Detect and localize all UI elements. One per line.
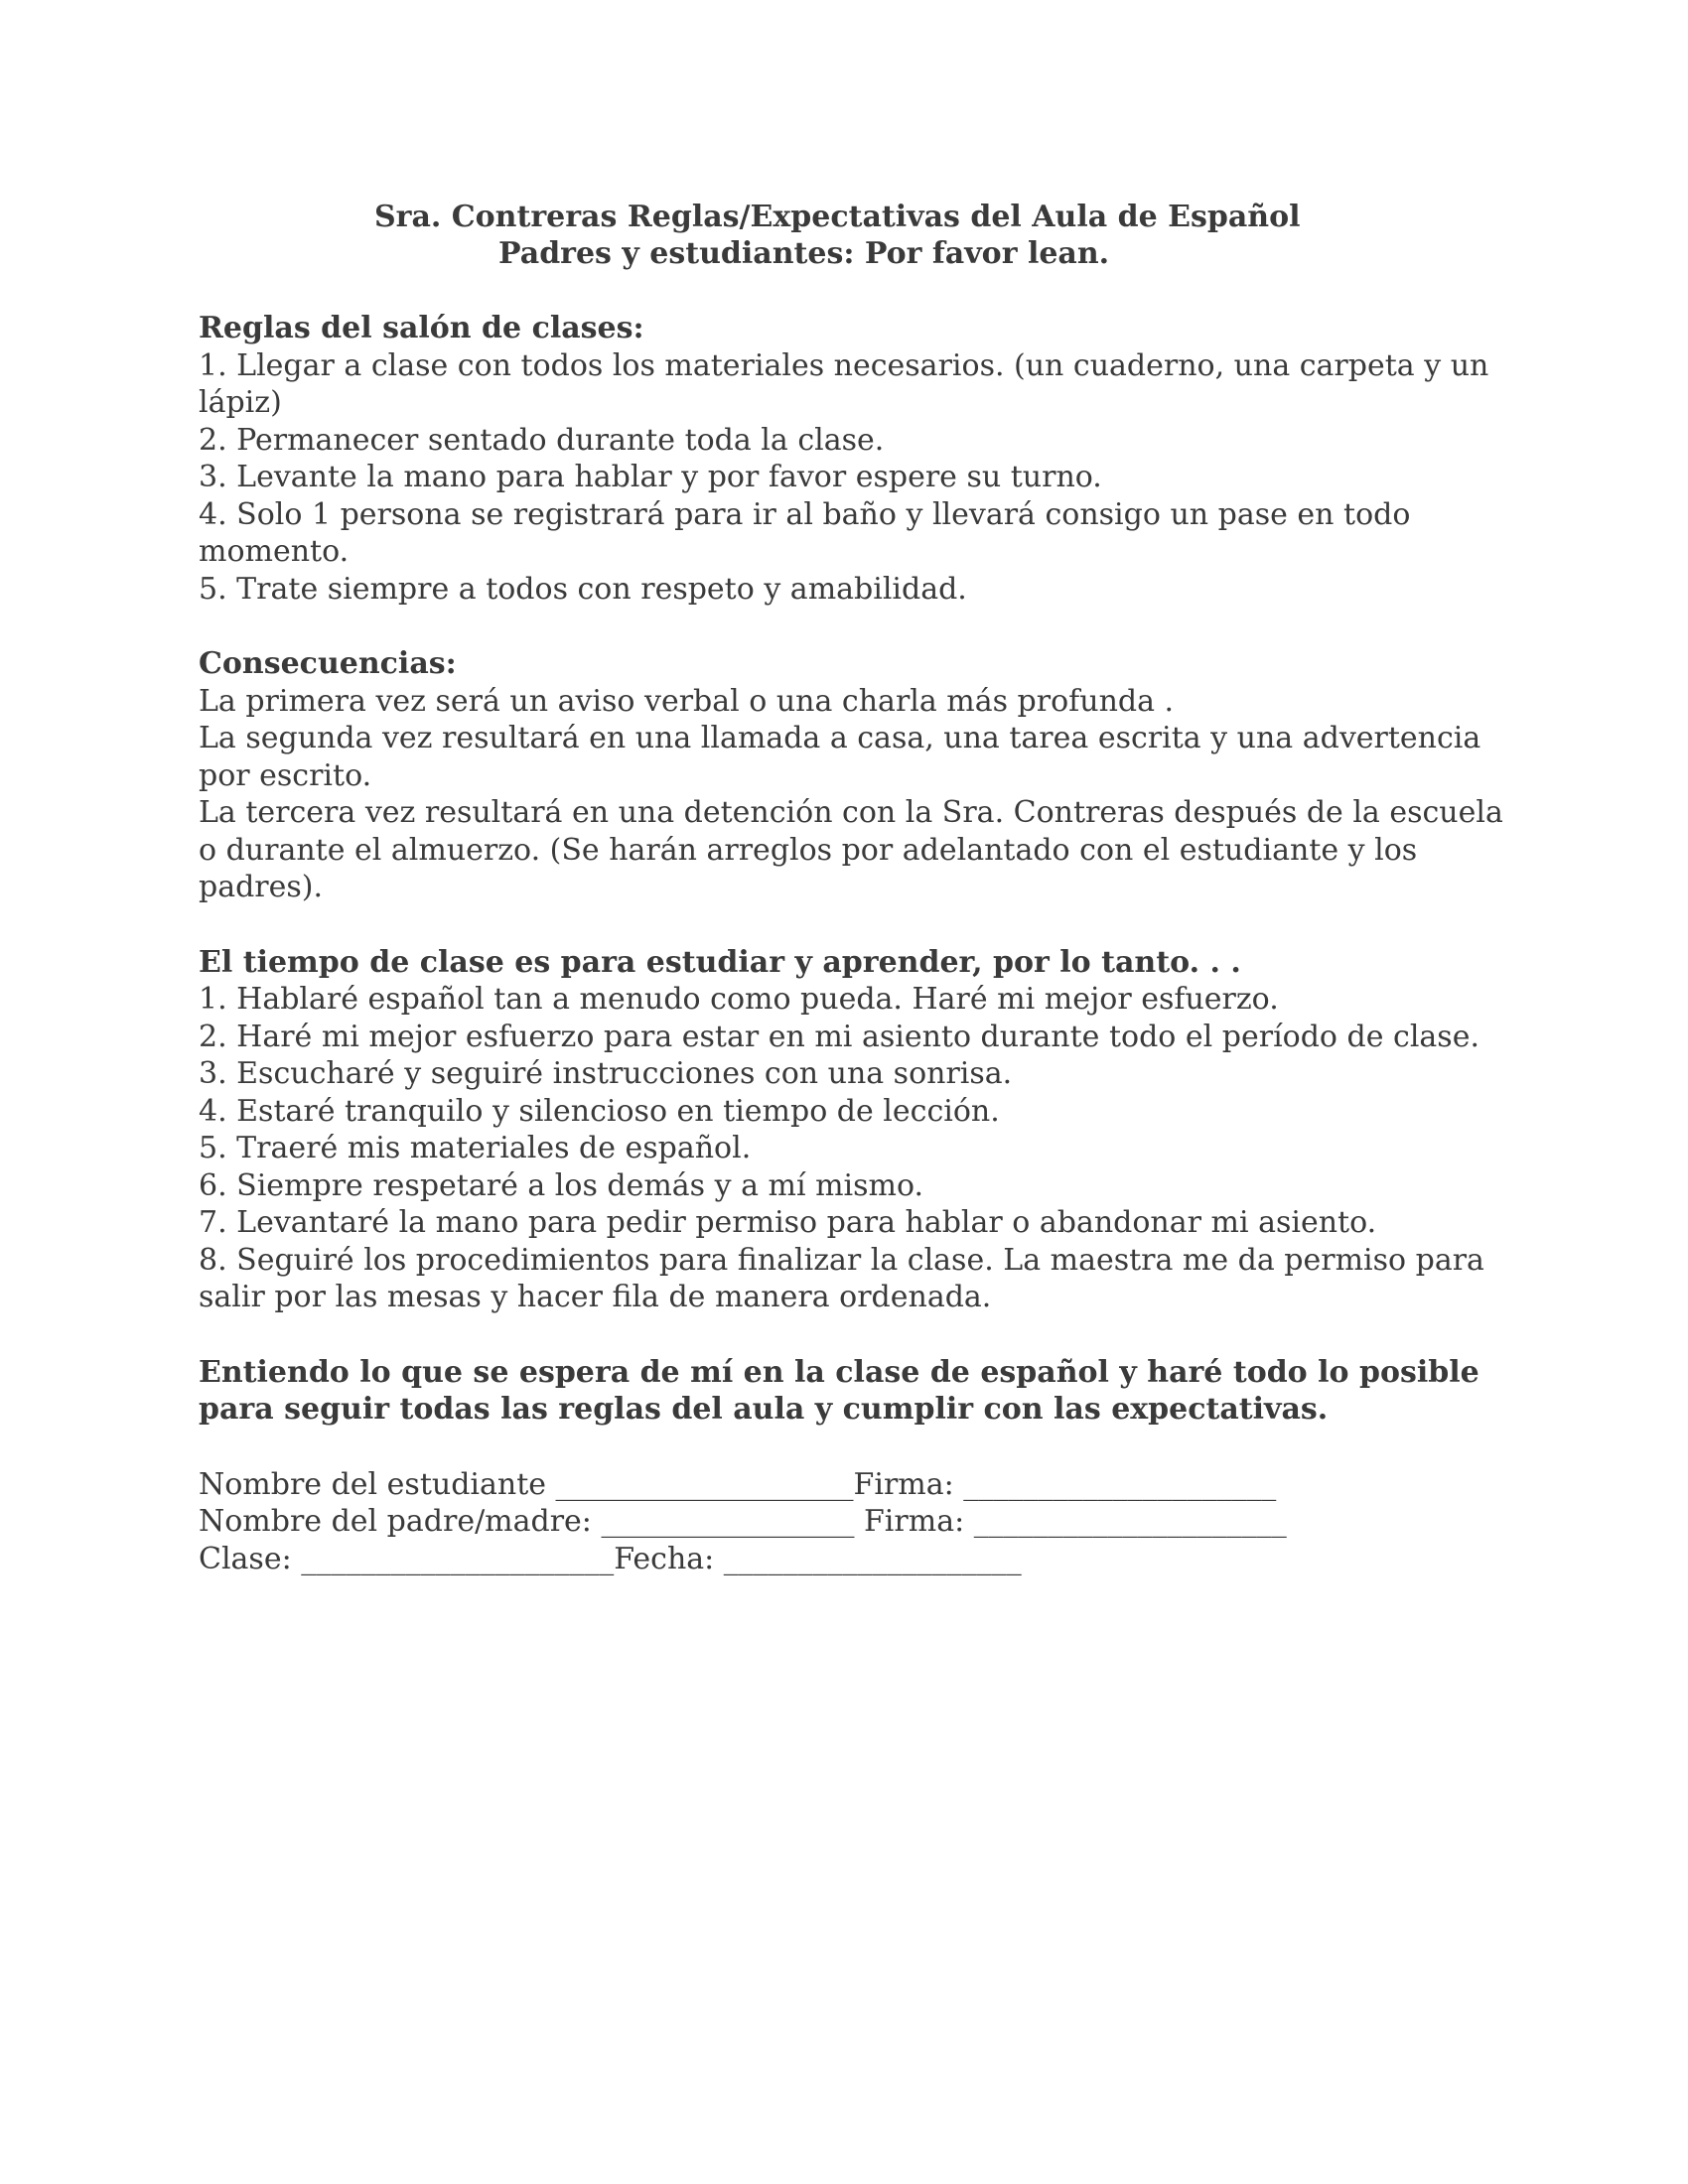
classtime-section	[199, 944, 1519, 1316]
rules-heading: Reglas del salón de clases:	[199, 311, 644, 345]
consequences-section	[199, 645, 1519, 906]
classtime-item: 4. Estaré tranquilo y silencioso en tiempo de lección.	[199, 1093, 1000, 1129]
classtime-item: 3. Escucharé y seguiré instrucciones con una sonrisa.	[199, 1056, 1013, 1091]
classtime-item: 2. Haré mi mejor esfuerzo para estar en mi asiento durante todo el período de clase.	[199, 1019, 1479, 1054]
document-content	[199, 199, 1519, 1577]
parent-signature-row: Nombre del padre/madre: _________________ Firma: _____________________	[199, 1504, 1287, 1539]
consequence-item: La primera vez será un aviso verbal o una charla más profunda .	[199, 683, 1175, 719]
class-date-row: Clase: _____________________Fecha: ____________________	[199, 1541, 1022, 1576]
rule-item: 1. Llegar a clase con todos los materiales necesarios. (un cuaderno, una carpeta y un lápiz)	[199, 347, 1489, 420]
signature-block	[199, 1466, 1519, 1578]
classtime-item: 5. Traeré mis materiales de español.	[199, 1131, 752, 1165]
agreement-statement: Entiendo lo que se espera de mí en la clase de español y haré todo lo posible para seguir todas las reglas del aula y cumplir con las expectativas.	[199, 1354, 1479, 1427]
classtime-item: 7. Levantaré la mano para pedir permiso para hablar o abandonar mi asiento.	[199, 1205, 1377, 1240]
rules-section	[199, 310, 1519, 608]
document-title: Sra. Contreras Reglas/Expectativas del Aula de Español	[374, 200, 1301, 234]
consequence-item: La tercera vez resultará en una detención con la Sra. Contreras después de la escuela o durante el almuerzo. (Se harán arreglos por adelantado con el estudiante y los padres).	[199, 795, 1503, 904]
consequences-heading: Consecuencias:	[199, 646, 457, 681]
student-signature-row: Nombre del estudiante ____________________Firma: _____________________	[199, 1466, 1277, 1502]
classtime-item: 1. Hablaré español tan a menudo como pueda. Haré mi mejor esfuerzo.	[199, 982, 1279, 1017]
rule-item: 4. Solo 1 persona se registrará para ir al baño y llevará consigo un pase en todo momento.	[199, 496, 1411, 569]
rule-item: 2. Permanecer sentado durante toda la clase.	[199, 422, 885, 458]
rule-item: 5. Trate siempre a todos con respeto y amabilidad.	[199, 571, 967, 607]
rule-item: 3. Levante la mano para hablar y por favor espere su turno.	[199, 460, 1102, 494]
classtime-item: 8. Seguiré los procedimientos para finalizar la clase. La maestra me da permiso para salir por las mesas y hacer fila de manera ordenada.	[199, 1242, 1484, 1314]
classtime-heading: El tiempo de clase es para estudiar y aprender, por lo tanto. . .	[199, 944, 1241, 980]
consequence-item: La segunda vez resultará en una llamada a casa, una tarea escrita y una advertencia por escrito.	[199, 721, 1481, 793]
document-header	[199, 199, 1519, 272]
document-subtitle: Padres y estudiantes: Por favor lean.	[498, 236, 1110, 271]
classtime-item: 6. Siempre respetaré a los demás y a mí mismo.	[199, 1167, 924, 1203]
